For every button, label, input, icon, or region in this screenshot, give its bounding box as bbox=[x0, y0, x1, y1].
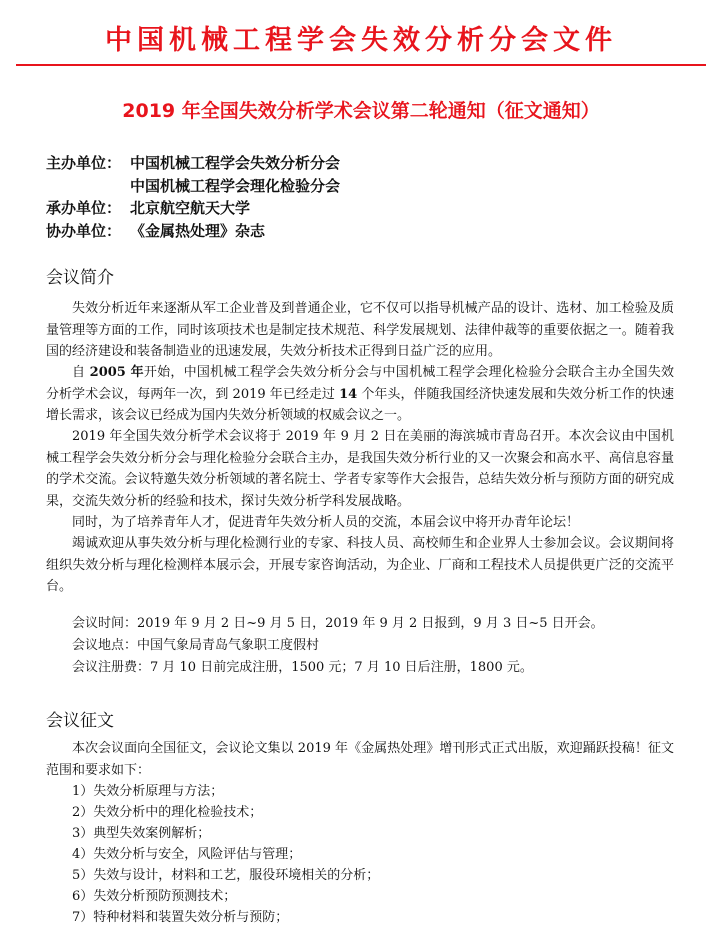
organizer-label: 主办单位： bbox=[46, 154, 122, 172]
section-heading-intro: 会议简介 bbox=[46, 268, 114, 288]
topic-list-item: 5）失效与设计，材料和工艺，服役环境相关的分析； bbox=[72, 868, 380, 883]
intro-paragraph-3: 2019 年全国失效分析学术会议将于 2019 年 9 月 2 日在美丽的海滨城市青岛召开。本次会议由中国机械工程学会失效分析分会与理化检验分会联合主办，是我国失效分析行业的又一次聚会和高水平、高信息容量的学术交流。会议特邀失效分析领域的著名院士、学者专家等作大会报告，总结失效分析与预防方面的研究成果，交流失效分析的经验和技术，探讨失效分析学科发展战略。 bbox=[46, 429, 674, 509]
intro-paragraph-1: 失效分析近年来逐渐从军工企业普及到普通企业，它不仅可以指导机械产品的设计、选材、加工检验及质量管理等方面的工作，同时该项技术也是制定技术规范、科学发展规划、法律仲裁等的重要依据之一。随着我国的经济建设和装备制造业的迅速发展，失效分析技术正得到日益广泛的应用。 bbox=[46, 301, 674, 359]
topic-list-item: 7）特种材料和装置失效分析与预防； bbox=[72, 910, 289, 925]
meeting-place: 会议地点：中国气象局青岛气象职工度假村 bbox=[72, 638, 320, 653]
header-divider bbox=[16, 64, 706, 66]
organizer-value: 《金属热处理》杂志 bbox=[130, 222, 266, 240]
organizer-co-organizer bbox=[46, 220, 266, 241]
notice-title: 2019 年全国失效分析学术会议第二轮通知（征文通知） bbox=[122, 100, 600, 122]
topic-list-item: 1）失效分析原理与方法； bbox=[72, 784, 224, 799]
meeting-time: 会议时间：2019 年 9 月 2 日~9 月 5 日，2019 年 9 月 2 日报到，9 月 3 日~5 日开会。 bbox=[72, 616, 604, 631]
organizer-value: 中国机械工程学会理化检验分会 bbox=[130, 177, 341, 195]
papers-paragraph-1: 本次会议面向全国征文，会议论文集以 2019 年《金属热处理》增刊形式正式出版，欢迎踊跃投稿！征文范围和要求如下： bbox=[46, 741, 674, 778]
organizer-value: 中国机械工程学会失效分析分会 bbox=[130, 154, 341, 172]
intro-paragraph-5: 竭诚欢迎从事失效分析与理化检测行业的专家、科技人员、高校师生和企业界人士参加会议。会议期间将组织失效分析与理化检测样本展示会，开展专家咨询活动，为企业、厂商和工程技术人员提供更广泛的交流平台。 bbox=[46, 536, 674, 594]
registration-fee: 会议注册费：7 月 10 日前完成注册，1500 元；7 月 10 日后注册，1800 元。 bbox=[72, 660, 533, 675]
section-heading-papers: 会议征文 bbox=[46, 711, 114, 731]
document-header-title: 中国机械工程学会失效分析分会文件 bbox=[105, 25, 617, 56]
topic-list-item: 3）典型失效案例解析； bbox=[72, 826, 211, 841]
organizer-label: 承办单位： bbox=[46, 199, 122, 217]
intro-paragraph-2: 自 2005 年开始，中国机械工程学会失效分析分会与中国机械工程学会理化检验分会联合主办全国失效分析学术会议，每两年一次，到 2019 年已经走过 14 个年头，伴随我国经济快速发展和失效分析工作的快速增长需求，该会议已经成为国内失效分析领域的权威会议之一。 bbox=[46, 365, 675, 423]
topic-list-item: 2）失效分析中的理化检验技术； bbox=[72, 805, 263, 820]
topic-list-item: 4）失效分析与安全，风险评估与管理； bbox=[72, 847, 302, 862]
organizer-undertaker bbox=[46, 197, 251, 218]
organizer-value: 北京航空航天大学 bbox=[130, 199, 251, 217]
organizer-label: 协办单位： bbox=[46, 222, 122, 240]
organizer-host bbox=[46, 152, 341, 173]
intro-paragraph-4: 同时，为了培养青年人才，促进青年失效分析人员的交流，本届会议中将开办青年论坛！ bbox=[72, 515, 580, 530]
topic-list-item: 6）失效分析预防预测技术； bbox=[72, 889, 237, 904]
